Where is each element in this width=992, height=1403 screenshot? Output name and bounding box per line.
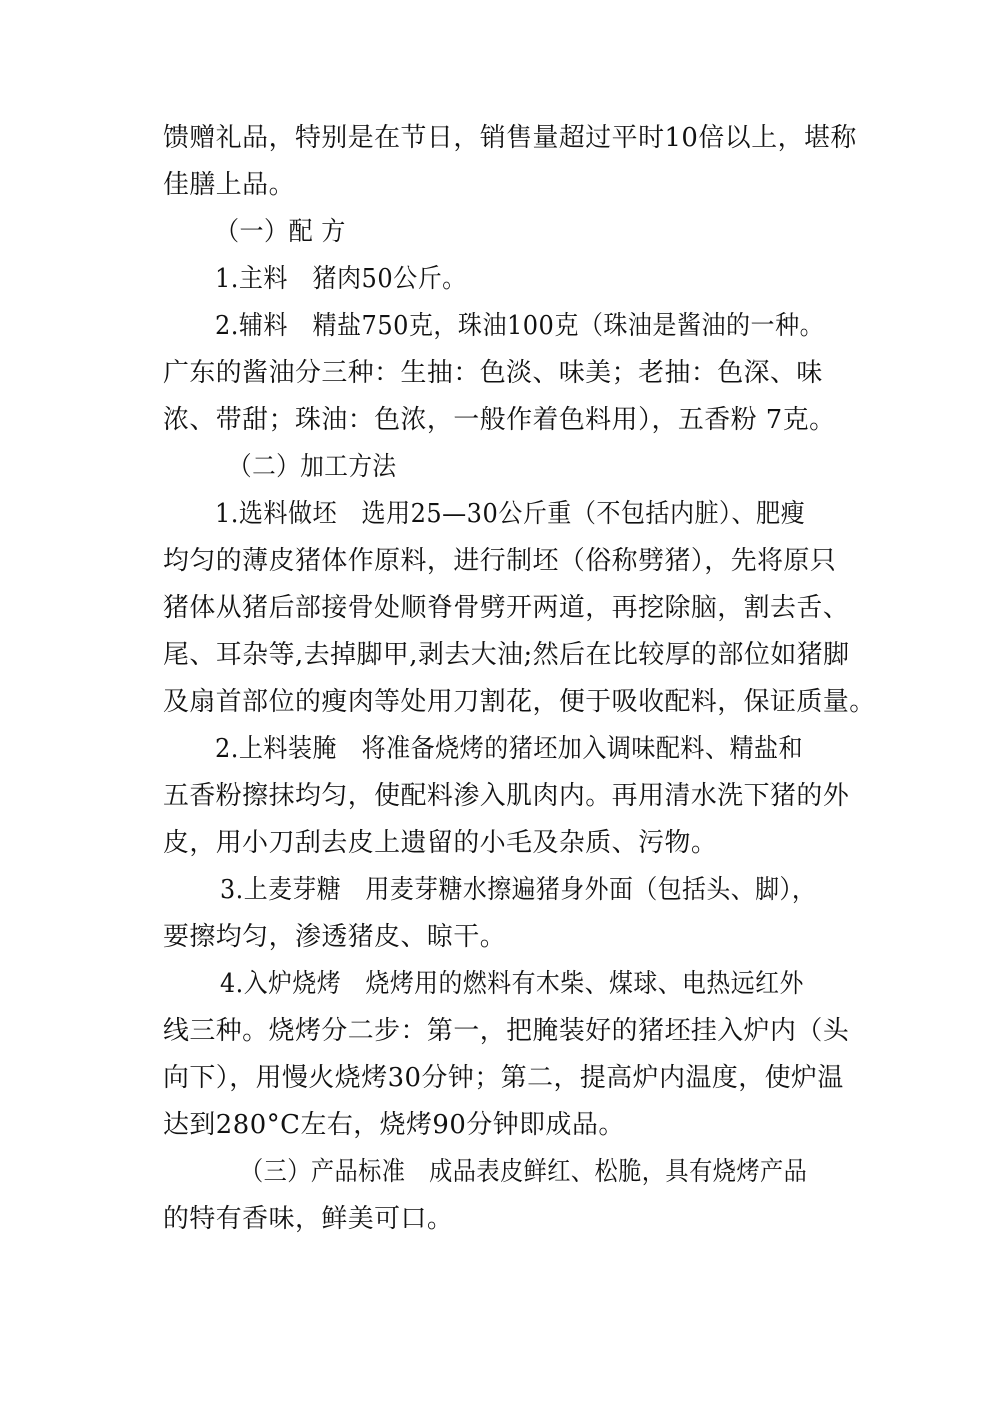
- section-heading-formula: （一）配 方: [215, 217, 346, 247]
- text-line: 均匀的薄皮猪体作原料，进行制坯（俗称劈猪），先将原只: [163, 546, 837, 576]
- text-line: 向下），用慢火烧烤30分钟；第二，提高炉内温度，使炉温: [163, 1063, 844, 1093]
- section-heading-processing: （二）加工方法: [228, 452, 397, 482]
- text-line: 的特有香味，鲜美可口。: [163, 1204, 454, 1234]
- text-line: 2.上料装腌 将准备烧烤的猪坯加入调味配料、精盐和: [215, 734, 804, 764]
- text-line: 广东的酱油分三种：生抽：色淡、味美；老抽：色深、味: [163, 358, 823, 388]
- text-line: 要擦均匀，渗透猪皮、晾干。: [163, 922, 507, 952]
- text-line: 线三种。烧烤分二步：第一，把腌装好的猪坯挂入炉内（头: [163, 1016, 850, 1046]
- text-line: 浓、带甜；珠油：色浓，一般作着色料用），五香粉 7克。: [163, 405, 836, 435]
- text-line: 4.入炉烧烤 烧烤用的燃料有木柴、煤球、电热远红外: [220, 969, 804, 999]
- text-line: 1.主料 猪肉50公斤。: [215, 264, 467, 294]
- text-line: 佳膳上品。: [163, 170, 295, 200]
- text-line: 皮，用小刀刮去皮上遗留的小毛及杂质、污物。: [163, 828, 718, 858]
- text-line: 3.上麦芽糖 用麦芽糖水擦遍猪身外面（包括头、脚），: [220, 875, 817, 905]
- text-line: 馈赠礼品，特别是在节日，销售量超过平时10倍以上，堪称: [163, 123, 857, 153]
- text-line: 达到280°C左右，烧烤90分钟即成品。: [163, 1110, 625, 1140]
- section-heading-standard: （三）产品标准 成品表皮鲜红、松脆，具有烧烤产品: [240, 1157, 808, 1187]
- text-line: 尾、耳杂等,去掉脚甲,剥去大油;然后在比较厚的部位如猪脚: [163, 640, 850, 670]
- text-line: 猪体从猪后部接骨处顺脊骨劈开两道，再挖除脑，割去舌、: [163, 593, 850, 623]
- text-line: 及扇首部位的瘦肉等处用刀割花，便于吸收配料，保证质量。: [163, 687, 876, 717]
- text-line: 1.选料做坯 选用25—30公斤重（不包括内脏）、肥瘦: [215, 499, 806, 529]
- text-line: 五香粉擦抹均匀，使配料渗入肌肉内。再用清水洗下猪的外: [163, 781, 850, 811]
- text-line: 2.辅料 精盐750克，珠油100克（珠油是酱油的一种。: [215, 311, 825, 341]
